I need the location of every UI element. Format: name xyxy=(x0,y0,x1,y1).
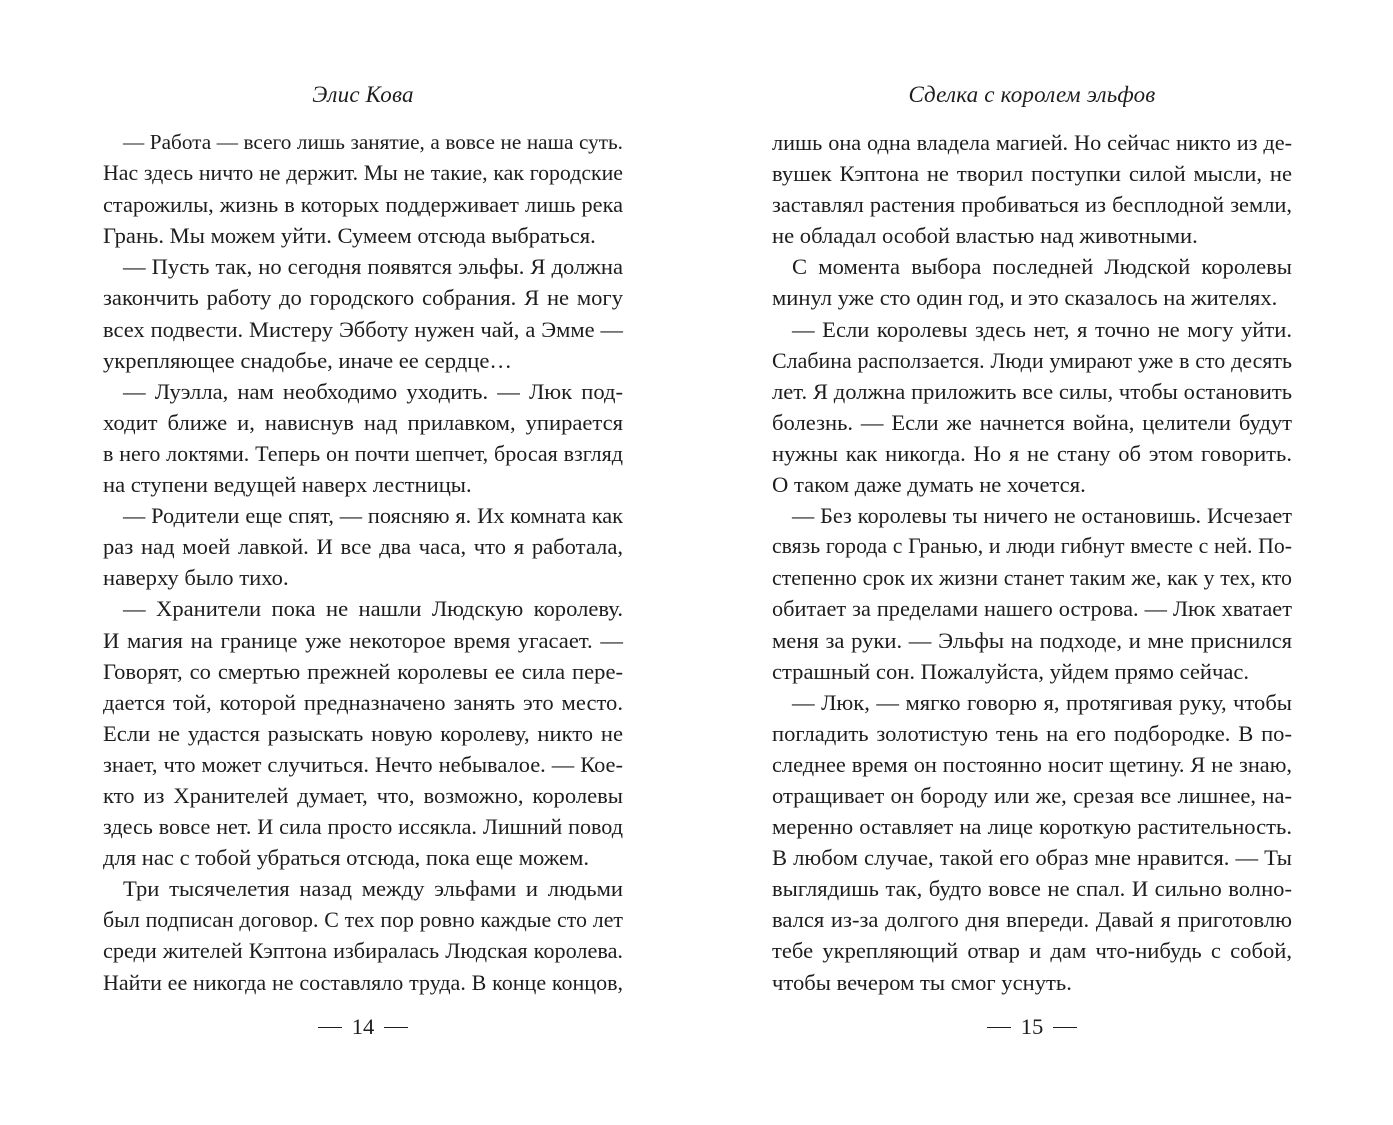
text-line: болезнь. — Если же начнется война, целители будут xyxy=(772,409,1292,435)
text-line: лишь она одна владела магией. Но сейчас никто из де- xyxy=(772,130,1292,155)
text-line: вался из-за долгого дня впереди. Давай я приготовлю xyxy=(772,907,1292,933)
text-line: был подписан договор. С тех пор ровно каждые сто лет xyxy=(103,907,623,933)
text-line: минул уже сто один год, и это сказалось на жителях. xyxy=(772,285,1278,311)
text-line: страшный сон. Пожалуйста, уйдем прямо сейчас. xyxy=(772,658,1250,684)
text-line: выглядишь так, будто вовсе не спал. И сильно волно- xyxy=(772,876,1292,902)
text-line: связь города с Гранью, и люди гибнут вместе с ней. По- xyxy=(772,534,1292,559)
text-line: тебе укрепляющий отвар и дам что-нибудь с собой, xyxy=(772,938,1292,964)
text-line: погладить золотистую тень на его подбородке. В по- xyxy=(772,720,1292,746)
text-line: заставлял растения пробиваться из бесплодной земли, xyxy=(772,192,1292,218)
text-line: наверху было тихо. xyxy=(103,565,289,591)
text-line: в него локтями. Теперь он почти шепчет, бросая взгляд xyxy=(103,440,623,466)
folio-dash-left xyxy=(318,1027,342,1028)
text-line: — Работа — всего лишь занятие, а вовсе не наша суть. xyxy=(123,130,623,154)
text-line: не обладал особой властью над животными. xyxy=(772,223,1198,249)
text-line: следнее время он постоянно носит щетину. Я не знаю, xyxy=(772,751,1292,777)
text-line: Слабина расползается. Люди умирают уже в сто десять xyxy=(772,347,1292,373)
right-page xyxy=(772,0,1292,1125)
text-line: И магия на границе уже некоторое время угасает. — xyxy=(103,627,623,653)
folio-dash-right xyxy=(384,1027,408,1028)
text-line: нужны как никогда. Но я не стану об этом говорить. xyxy=(772,440,1292,466)
text-line: — Луэлла, нам необходимо уходить. — Люк под- xyxy=(123,378,623,404)
folio-dash-left xyxy=(987,1027,1011,1028)
text-line: — Люк, — мягко говорю я, протягивая руку, чтобы xyxy=(792,689,1292,715)
text-line: на ступени ведущей наверх лестницы. xyxy=(103,472,472,498)
text-line: Найти ее никогда не составляло труда. В конце концов, xyxy=(103,969,623,995)
text-line: знает, что может случиться. Нечто небывалое. — Кое- xyxy=(103,751,623,777)
text-line: всех подвести. Мистеру Эбботу нужен чай, а Эмме — xyxy=(103,316,623,342)
text-line: среди жителей Кэптона избиралась Людская королева. xyxy=(103,938,623,964)
text-line: Если не удастся разыскать новую королеву, никто не xyxy=(103,720,623,746)
page-number-value: 15 xyxy=(1020,1014,1044,1039)
text-line: О таком даже думать не хочется. xyxy=(772,472,1086,498)
text-line: кто из Хранителей думает, что, возможно, королевы xyxy=(103,782,623,808)
text-line: укрепляющее снадобье, иначе ее сердце… xyxy=(103,347,512,373)
left-page xyxy=(103,0,623,1125)
text-line: Три тысячелетия назад между эльфами и людьми xyxy=(123,876,623,902)
text-line: степенно срок их жизни станет таким же, как у тех, кто xyxy=(772,565,1292,591)
text-line: — Хранители пока не нашли Людскую королеву. xyxy=(123,596,623,622)
text-line: обитает за пределами нашего острова. — Люк хватает xyxy=(772,596,1292,622)
page-number-value: 14 xyxy=(351,1014,375,1039)
text-line: вушек Кэптона не творил поступки силой мысли, не xyxy=(772,161,1292,187)
text-line: меня за руки. — Эльфы на подходе, и мне приснился xyxy=(772,627,1292,653)
folio-dash-right xyxy=(1053,1027,1077,1028)
page-number xyxy=(772,1012,1292,1042)
text-line: С момента выбора последней Людской королевы xyxy=(792,254,1292,280)
text-line: для нас с тобой убраться отсюда, пока еще можем. xyxy=(103,845,590,871)
text-line: чтобы вечером ты смог уснуть. xyxy=(772,969,1072,995)
left-page-text xyxy=(103,127,623,998)
running-head-title: Сделка с королем эльфов xyxy=(908,82,1156,107)
text-line: закончить работу до городского собрания. Я не могу xyxy=(103,285,623,311)
text-line: — Родители еще спят, — поясняю я. Их комната как xyxy=(123,503,623,529)
text-line: отращивает он бороду или же, срезая все лишнее, на- xyxy=(772,782,1292,808)
running-head-author: Элис Кова xyxy=(312,82,414,107)
right-page-text xyxy=(772,127,1292,998)
text-line: — Если королевы здесь нет, я точно не могу уйти. xyxy=(792,316,1292,342)
text-line: старожилы, жизнь в которых поддерживает лишь река xyxy=(103,192,623,218)
text-line: дается той, которой предназначено занять это место. xyxy=(103,689,623,715)
text-line: В любом случае, такой его образ мне нравится. — Ты xyxy=(772,845,1292,871)
text-line: здесь вовсе нет. И сила просто иссякла. Лишний повод xyxy=(103,814,623,840)
text-line: Нас здесь ничто не держит. Мы не такие, как городские xyxy=(103,161,623,186)
page-number xyxy=(103,1012,623,1042)
text-line: Говорят, со смертью прежней королевы ее сила пере- xyxy=(103,658,623,684)
text-line: — Пусть так, но сегодня появятся эльфы. Я должна xyxy=(123,254,623,280)
text-line: — Без королевы ты ничего не остановишь. Исчезает xyxy=(792,503,1292,529)
text-line: раз над моей лавкой. И все два часа, что я работала, xyxy=(103,534,623,560)
text-line: меренно оставляет на лице короткую растительность. xyxy=(772,814,1292,840)
text-line: Грань. Мы можем уйти. Сумеем отсюда выбраться. xyxy=(103,223,596,249)
text-line: ходит ближе и, нависнув над прилавком, упирается xyxy=(103,409,623,435)
text-line: лет. Я должна приложить все силы, чтобы остановить xyxy=(772,378,1292,404)
